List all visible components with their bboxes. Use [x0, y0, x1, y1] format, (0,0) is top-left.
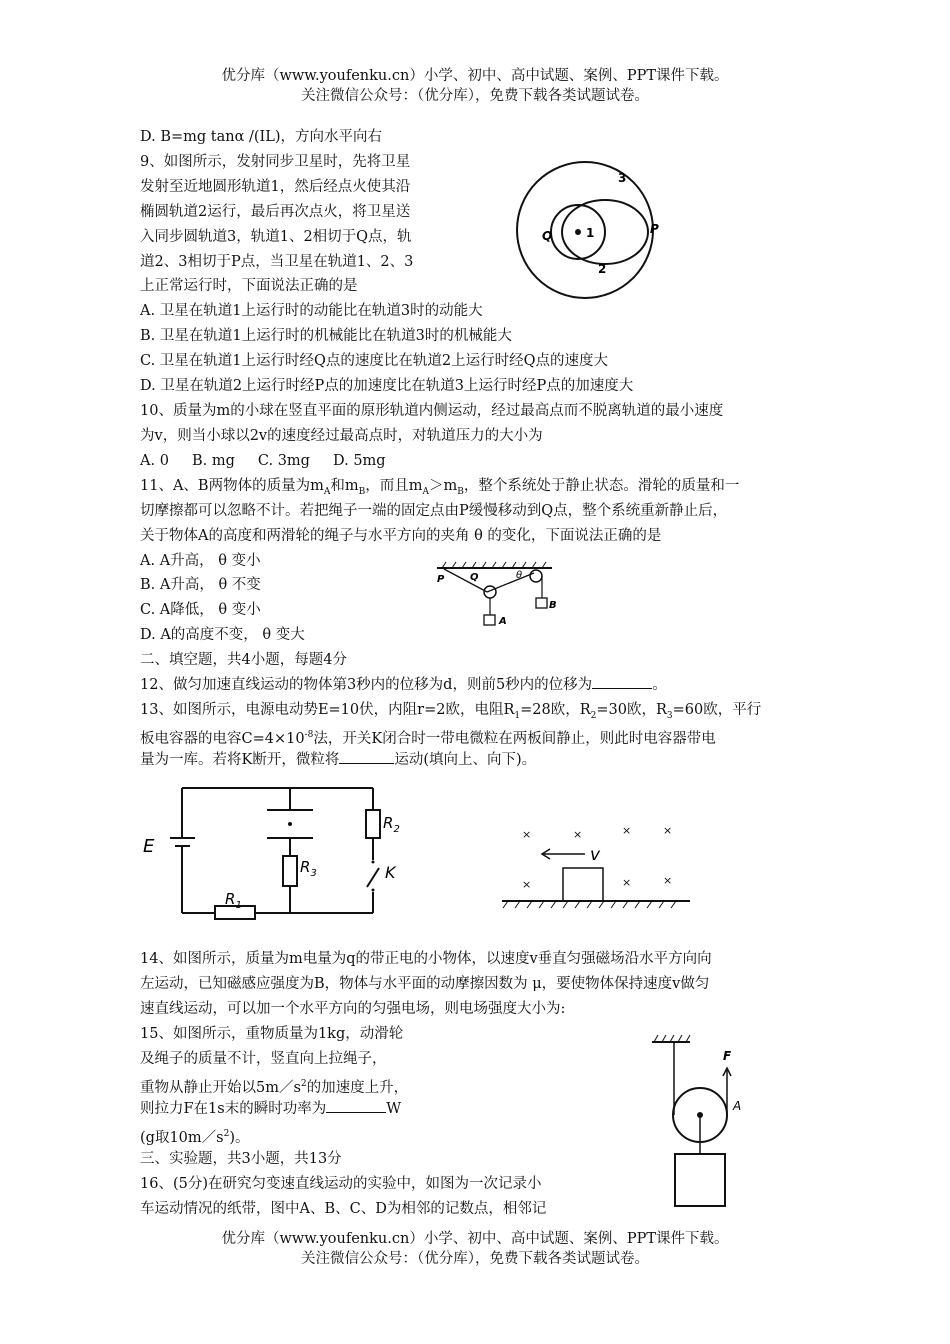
q15-line-2: 及绳子的质量不计，竖直向上拉绳子，: [140, 1051, 387, 1067]
section-2-heading: 二、填空题，共4小题，每题4分: [140, 652, 347, 668]
circuit-label-e: E: [143, 836, 155, 857]
q9-option-c: C. 卫星在轨道1上运行时经Q点的速度比在轨道2上运行时经Q点的速度大: [140, 353, 609, 369]
q15-line-5: (g取$10m/s^2$)。: [140, 1129, 250, 1146]
q11-line-1: 11、A、B两物体的质量为$m_A$和$m_B$，而且$m_A>m_B$，整个系统处于静止状态。滑轮的质量和一: [140, 478, 740, 497]
circuit-label-r2: $R_2$: [383, 814, 400, 835]
q9-option-d: D. 卫星在轨道2上运行时经P点的加速度比在轨道3上运行时经P点的加速度大: [140, 378, 634, 394]
q9-line-3: 椭圆轨道2运行，最后再次点火，将卫星送: [140, 204, 411, 220]
orbit-label-p: P: [650, 222, 659, 236]
q11-option-d: D. A的高度不变， θ 变大: [140, 627, 305, 643]
footer-line-1: 优分库（www.youfenku.cn）小学、初中、高中试题、案例、PPT课件下载。: [221, 1231, 729, 1247]
q9-option-a: A. 卫星在轨道1上运行时的动能比在轨道3时的动能大: [140, 303, 483, 319]
pulley-label-q: Q: [470, 572, 479, 583]
field-diagram: [500, 820, 700, 920]
pulley-diagram: [432, 560, 562, 632]
q12-line: 12、做匀加速直线运动的物体第3秒内的位移为d，则前5秒内的位移为 。: [140, 674, 667, 696]
orbit-diagram: [500, 160, 680, 305]
resistor-r3: [283, 856, 297, 886]
weight-label-f: F: [723, 1049, 732, 1063]
block-a: [484, 615, 495, 625]
q11-line-3: 关于物体A的高度和两滑轮的绳子与水平方向的夹角 θ 的变化，下面说法正确的是: [140, 528, 662, 544]
charged-particle: [288, 822, 292, 826]
resistor-r2: [366, 810, 380, 838]
q15-line-3: 重物从静止开始以$5m/s^2$的加速度上升，: [140, 1079, 409, 1096]
q9-line-1: 9、如图所示，发射同步卫星时，先将卫星: [140, 154, 411, 170]
pulley-label-a: A: [499, 616, 507, 627]
field-mark: ×: [663, 824, 673, 837]
q16-line-2: 车运动情况的纸带，图中A、B、C、D为相邻的记数点，相邻记: [140, 1201, 547, 1217]
q9-line-2: 发射至近地圆形轨道1，然后经点火使其沿: [140, 179, 411, 195]
q11-line-2: 切摩擦都可以忽略不计。若把绳子一端的固定点由P缓慢移动到Q点，整个系统重新静止后，: [140, 503, 728, 519]
pulley-label-p: P: [437, 574, 445, 585]
q10-line-2: 为v，则当小球以2v的速度经过最高点时，对轨道压力的大小为: [140, 428, 543, 444]
q10-line-1: 10、质量为m的小球在竖直平面的原形轨道内侧运动，经过最高点而不脱离轨道的最小速度: [140, 403, 724, 419]
q13-line-3: 量为一库。若将K断开，微粒将 运动(填向上、向下)。: [140, 749, 536, 771]
field-mark: ×: [622, 876, 632, 889]
q15-line-1: 15、如图所示，重物质量为1kg，动滑轮: [140, 1026, 404, 1042]
field-mark: ×: [573, 828, 583, 841]
block-b: [536, 598, 547, 608]
header-line-1: 优分库（www.youfenku.cn）小学、初中、高中试题、案例、PPT课件下载。: [221, 68, 729, 84]
circuit-label-r1: $R_1$: [225, 890, 242, 911]
earth-center: [575, 229, 581, 235]
orbit-3-circle: [517, 162, 653, 298]
field-mark: ×: [622, 824, 632, 837]
section-3-heading: 三、实验题，共3小题，共13分: [140, 1151, 342, 1167]
field-label-v: v: [590, 845, 601, 865]
q15-line-4: 则拉力F在1s末的瞬时功率为 W: [140, 1098, 401, 1120]
q14-line-2: 左运动，已知磁感应强度为B，物体与水平面的动摩擦因数为 μ，要使物体保持速度v做匀: [140, 976, 710, 992]
pulley-label-theta: θ: [516, 570, 523, 581]
fixed-pulley: [530, 570, 542, 582]
q8-option-d: D. B=mg tanα /(IL)，方向水平向右: [140, 129, 383, 145]
footer-line-2: 关注微信公众号：（优分库），免费下载各类试题试卷。: [301, 1251, 649, 1267]
circuit-label-r3: $R_3$: [300, 858, 317, 879]
q9-line-6: 上正常运行时，下面说法正确的是: [140, 278, 358, 294]
header-line-2: 关注微信公众号：（优分库），免费下载各类试题试卷。: [301, 88, 649, 104]
field-mark: ×: [663, 874, 673, 887]
q11-option-c: C. A降低， θ 变小: [140, 602, 261, 618]
q11-option-a: A. A升高， θ 变小: [140, 553, 261, 569]
weight-pulley-diagram: [640, 1030, 760, 1215]
q14-line-3: 速直线运动，可以加一个水平方向的匀强电场，则电场强度大小为:: [140, 1001, 566, 1017]
q13-line-1: 13、如图所示，电源电动势E=10伏，内阻r=2欧，电阻$R_1=28$欧，$R_2=30$欧，$R_3=60$欧，平行: [140, 702, 762, 721]
circuit-diagram: [135, 780, 405, 920]
q16-line-1: 16、(5分)在研究匀变速直线运动的实验中，如图为一次记录小: [140, 1176, 542, 1192]
field-mark: ×: [522, 828, 532, 841]
q9-line-5: 道2、3相切于P点，当卫星在轨道1、2、3: [140, 254, 414, 270]
q11-option-b: B. A升高， θ 不变: [140, 577, 261, 593]
orbit-label-2: 2: [598, 262, 607, 276]
moving-block: [563, 868, 603, 901]
heavy-weight: [675, 1154, 725, 1206]
q9-option-b: B. 卫星在轨道1上运行时的机械能比在轨道3时的机械能大: [140, 328, 512, 344]
orbit-label-3: 3: [618, 171, 627, 185]
switch-k: [367, 868, 379, 887]
orbit-label-q: Q: [542, 229, 553, 243]
q13-line-2: 板电容器的电容$C=4\times 10^{-8}$法，开关K闭合时一带电微粒在两板间静止，则此时电容器带电: [140, 730, 716, 747]
weight-label-a: A: [733, 1099, 742, 1113]
field-mark: ×: [522, 878, 532, 891]
orbit-label-1: 1: [586, 226, 595, 240]
q14-line-1: 14、如图所示，质量为m电量为q的带正电的小物体，以速度v垂直匀强磁场沿水平方向向: [140, 951, 712, 967]
pulley-label-b: B: [549, 600, 557, 611]
q10-options: A. 0 B. mg C. 3mg D. 5mg: [140, 453, 386, 469]
q9-line-4: 入同步圆轨道3，轨道1、2相切于Q点，轨: [140, 229, 412, 245]
circuit-label-k: K: [385, 863, 396, 882]
